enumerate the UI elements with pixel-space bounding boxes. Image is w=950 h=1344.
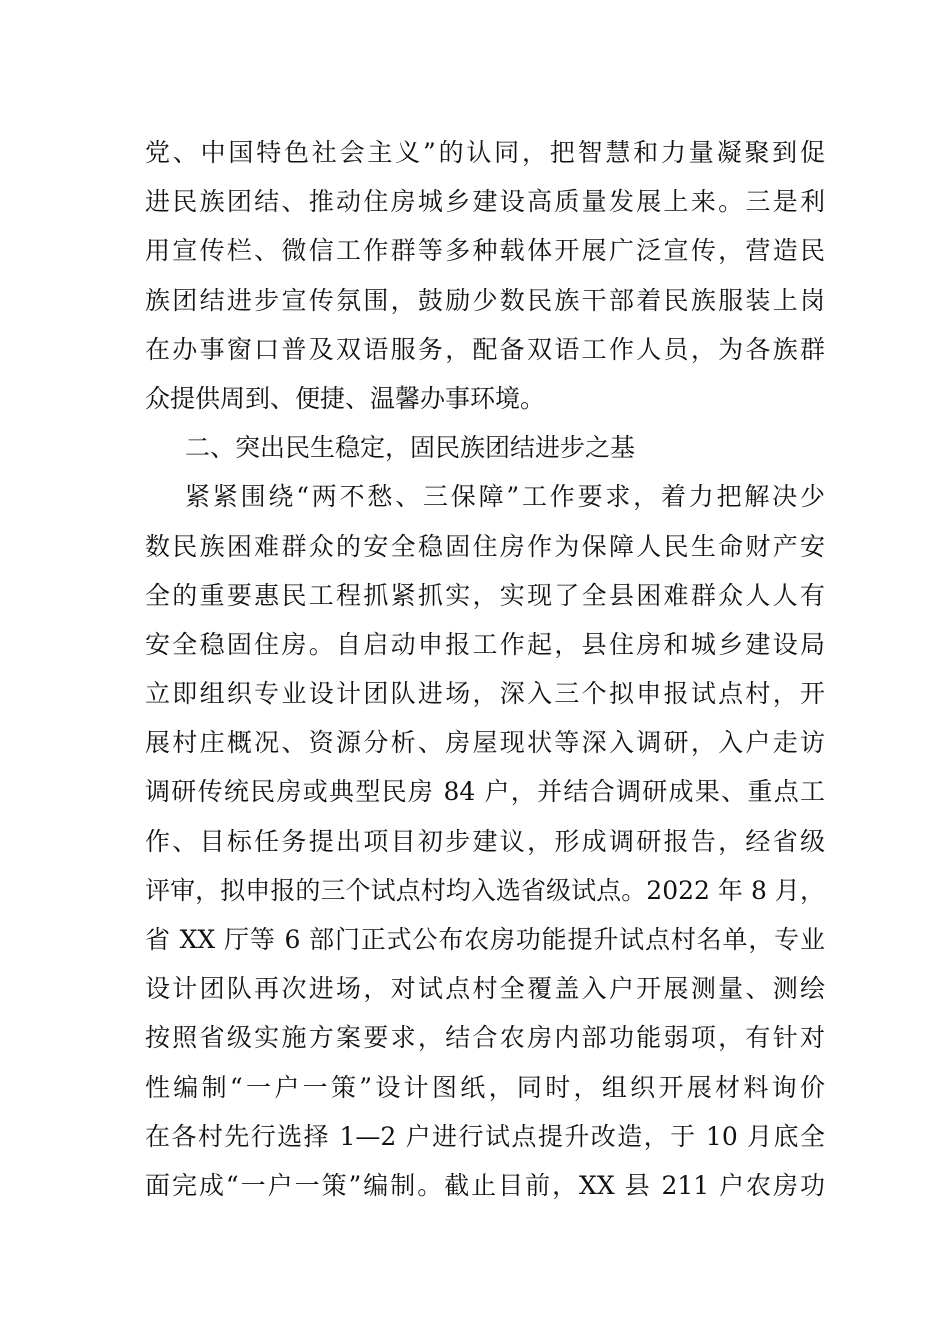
text-line: 用宣传栏、微信工作群等多种载体开展广泛宣传，营造民 bbox=[145, 236, 825, 266]
text-line: 调研传统民房或典型民房 84 户，并结合调研成果、重点工 bbox=[145, 777, 825, 807]
text-line: 作、目标任务提出项目初步建议，形成调研报告，经省级 bbox=[145, 826, 825, 856]
text-line: 展村庄概况、资源分析、房屋现状等深入调研，入户走访 bbox=[145, 728, 825, 758]
text-line: 按照省级实施方案要求，结合农房内部功能弱项，有针对 bbox=[145, 1023, 825, 1053]
text-line: 设计团队再次进场，对试点村全覆盖入户开展测量、测绘 bbox=[145, 974, 825, 1004]
text-line: 省 XX 厅等 6 部门正式公布农房功能提升试点村名单，专业 bbox=[145, 925, 825, 954]
text-line: 族团结进步宣传氛围，鼓励少数民族干部着民族服装上岗 bbox=[145, 285, 825, 315]
text-line: 在各村先行选择 1—2 户进行试点提升改造，于 10 月底全 bbox=[145, 1121, 825, 1151]
text-line: 安全稳固住房。自启动申报工作起，县住房和城乡建设局 bbox=[145, 629, 825, 659]
text-line: 党、中国特色社会主义”的认同，把智慧和力量凝聚到促 bbox=[145, 138, 825, 167]
text-line: 数民族困难群众的安全稳固住房作为保障人民生命财产安 bbox=[145, 531, 825, 561]
text-line: 众提供周到、便捷、温馨办事环境。 bbox=[145, 383, 546, 413]
text-line: 进民族团结、推动住房城乡建设高质量发展上来。三是利 bbox=[145, 187, 825, 217]
text-line: 评审，拟申报的三个试点村均入选省级试点。2022 年 8 月， bbox=[145, 875, 825, 905]
text-line: 立即组织专业设计团队进场，深入三个拟申报试点村，开 bbox=[145, 679, 825, 709]
paragraph-first-line: 紧紧围绕“两不愁、三保障”工作要求，着力把解决少 bbox=[185, 482, 825, 512]
text-line: 面完成“一户一策”编制。截止目前，XX 县 211 户农房功 bbox=[145, 1170, 825, 1200]
text-line: 在办事窗口普及双语服务，配备双语工作人员，为各族群 bbox=[145, 334, 825, 364]
document-body bbox=[145, 128, 825, 1210]
text-line: 全的重要惠民工程抓紧抓实，实现了全县困难群众人人有 bbox=[145, 580, 825, 610]
section-heading: 二、突出民生稳定，固民族团结进步之基 bbox=[185, 433, 636, 463]
text-line: 性编制“一户一策”设计图纸，同时，组织开展材料询价 bbox=[145, 1072, 825, 1102]
